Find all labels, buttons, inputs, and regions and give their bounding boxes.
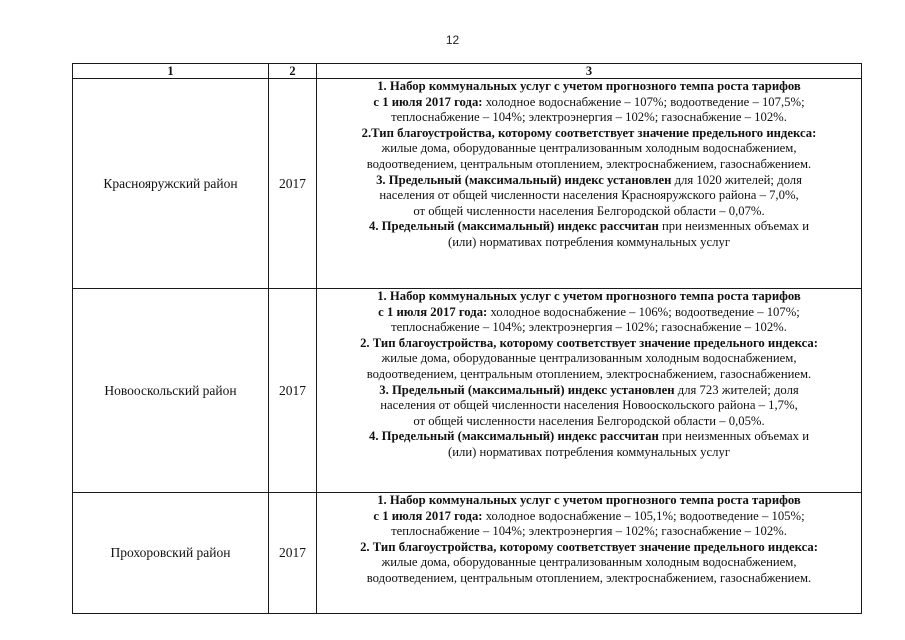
description-line <box>317 289 861 305</box>
table-row <box>73 79 862 289</box>
description-line <box>317 540 861 556</box>
description-line <box>317 493 861 509</box>
description-line-bold: 4. Предельный (максимальный) индекс рассчитан <box>368 429 659 444</box>
description-cell <box>317 289 862 493</box>
description-cell <box>317 79 862 289</box>
description-line-text: от общей численности населения Белгородской области – 0,07%. <box>413 203 765 218</box>
district-name: Новооскольский район <box>73 289 269 493</box>
page-number: 12 <box>445 33 460 47</box>
description-line-bold: 4. Предельный (максимальный) индекс рассчитан <box>368 219 659 234</box>
description-line-bold: 1. Набор коммунальных услуг с учетом прогнозного темпа роста тарифов <box>377 493 801 507</box>
description-line <box>317 524 861 540</box>
description-line-bold: 2. Тип благоустройства, которому соответствует значение предельного индекса: <box>360 539 818 554</box>
tariff-index-table <box>72 63 862 614</box>
description-line-text: населения от общей численности населения Новооскольского района – 1,7%, <box>380 398 798 413</box>
year-cell: 2017 <box>269 79 317 289</box>
description-line-text: водоотведением, центральным отоплением, электроснабжением, газоснабжением. <box>366 156 812 171</box>
description-line-text: теплоснабжение – 104%; электроэнергия – 102%; газоснабжение – 102%. <box>391 320 787 335</box>
table-row <box>73 493 862 614</box>
description-line <box>317 126 861 142</box>
description-line-text: водоотведением, центральным отоплением, электроснабжением, газоснабжением. <box>366 570 812 585</box>
description-line-text: холодное водоснабжение – 106%; водоотведение – 107%; <box>487 304 800 319</box>
header-col-2: 2 <box>269 64 317 79</box>
description-line <box>317 79 861 95</box>
description-line <box>317 429 861 445</box>
description-line-bold: 1. Набор коммунальных услуг с учетом прогнозного темпа роста тарифов <box>377 289 801 303</box>
table-header-row <box>73 64 862 79</box>
description-line <box>317 141 861 157</box>
description-line-text: при неизменных объемах и <box>658 429 809 444</box>
description-line <box>317 320 861 336</box>
district-name: Краснояружский район <box>73 79 269 289</box>
description-line <box>317 398 861 414</box>
description-line-text: для 1020 жителей; доля <box>671 172 802 187</box>
description-line <box>317 509 861 525</box>
description-line-bold: с 1 июля 2017 года: <box>373 508 483 523</box>
header-col-1: 1 <box>73 64 269 79</box>
description-line-bold: 3. Предельный (максимальный) индекс установлен <box>376 172 672 187</box>
description-line <box>317 445 861 461</box>
description-line-bold: 2.Тип благоустройства, которому соответствует значение предельного индекса: <box>361 125 817 140</box>
description-line-bold: 2. Тип благоустройства, которому соответствует значение предельного индекса: <box>360 335 818 350</box>
description-line <box>317 571 861 587</box>
year-cell: 2017 <box>269 493 317 614</box>
description-line-bold: с 1 июля 2017 года: <box>378 304 488 319</box>
description-line-text: (или) нормативах потребления коммунальных услуг <box>447 234 731 249</box>
description-line-text: жилые дома, оборудованные централизованным холодным водоснабжением, <box>381 141 797 156</box>
description-line-bold: 1. Набор коммунальных услуг с учетом прогнозного темпа роста тарифов <box>377 79 801 93</box>
description-line <box>317 173 861 189</box>
description-line-text: населения от общей численности населения Краснояружского района – 7,0%, <box>379 188 799 203</box>
header-col-3: 3 <box>317 64 862 79</box>
description-line-text: при неизменных объемах и <box>658 219 809 234</box>
description-line <box>317 383 861 399</box>
description-line <box>317 188 861 204</box>
description-line <box>317 204 861 220</box>
table-row <box>73 289 862 493</box>
description-line <box>317 555 861 571</box>
description-line-text: от общей численности населения Белгородской области – 0,05%. <box>413 413 765 428</box>
description-line <box>317 305 861 321</box>
description-line-text: теплоснабжение – 104%; электроэнергия – 102%; газоснабжение – 102%. <box>391 524 787 539</box>
description-line <box>317 95 861 111</box>
description-line-text: жилые дома, оборудованные централизованным холодным водоснабжением, <box>381 555 797 570</box>
description-cell <box>317 493 862 614</box>
description-line <box>317 157 861 173</box>
description-line <box>317 219 861 235</box>
description-line <box>317 351 861 367</box>
year-cell: 2017 <box>269 289 317 493</box>
description-line <box>317 367 861 383</box>
description-line-text: холодное водоснабжение – 107%; водоотведение – 107,5%; <box>482 94 805 109</box>
description-line-bold: с 1 июля 2017 года: <box>373 94 483 109</box>
description-line-text: водоотведением, центральным отоплением, электроснабжением, газоснабжением. <box>366 366 812 381</box>
description-line <box>317 235 861 251</box>
description-line-text: для 723 жителей; доля <box>674 382 799 397</box>
description-line <box>317 336 861 352</box>
description-line <box>317 110 861 126</box>
description-line-text: теплоснабжение – 104%; электроэнергия – 102%; газоснабжение – 102%. <box>391 110 787 125</box>
description-line-bold: 3. Предельный (максимальный) индекс установлен <box>379 382 675 397</box>
description-line-text: (или) нормативах потребления коммунальных услуг <box>447 444 731 459</box>
district-name: Прохоровский район <box>73 493 269 614</box>
description-line-text: холодное водоснабжение – 105,1%; водоотведение – 105%; <box>482 508 805 523</box>
description-line <box>317 414 861 430</box>
description-line-text: жилые дома, оборудованные централизованным холодным водоснабжением, <box>381 351 797 366</box>
